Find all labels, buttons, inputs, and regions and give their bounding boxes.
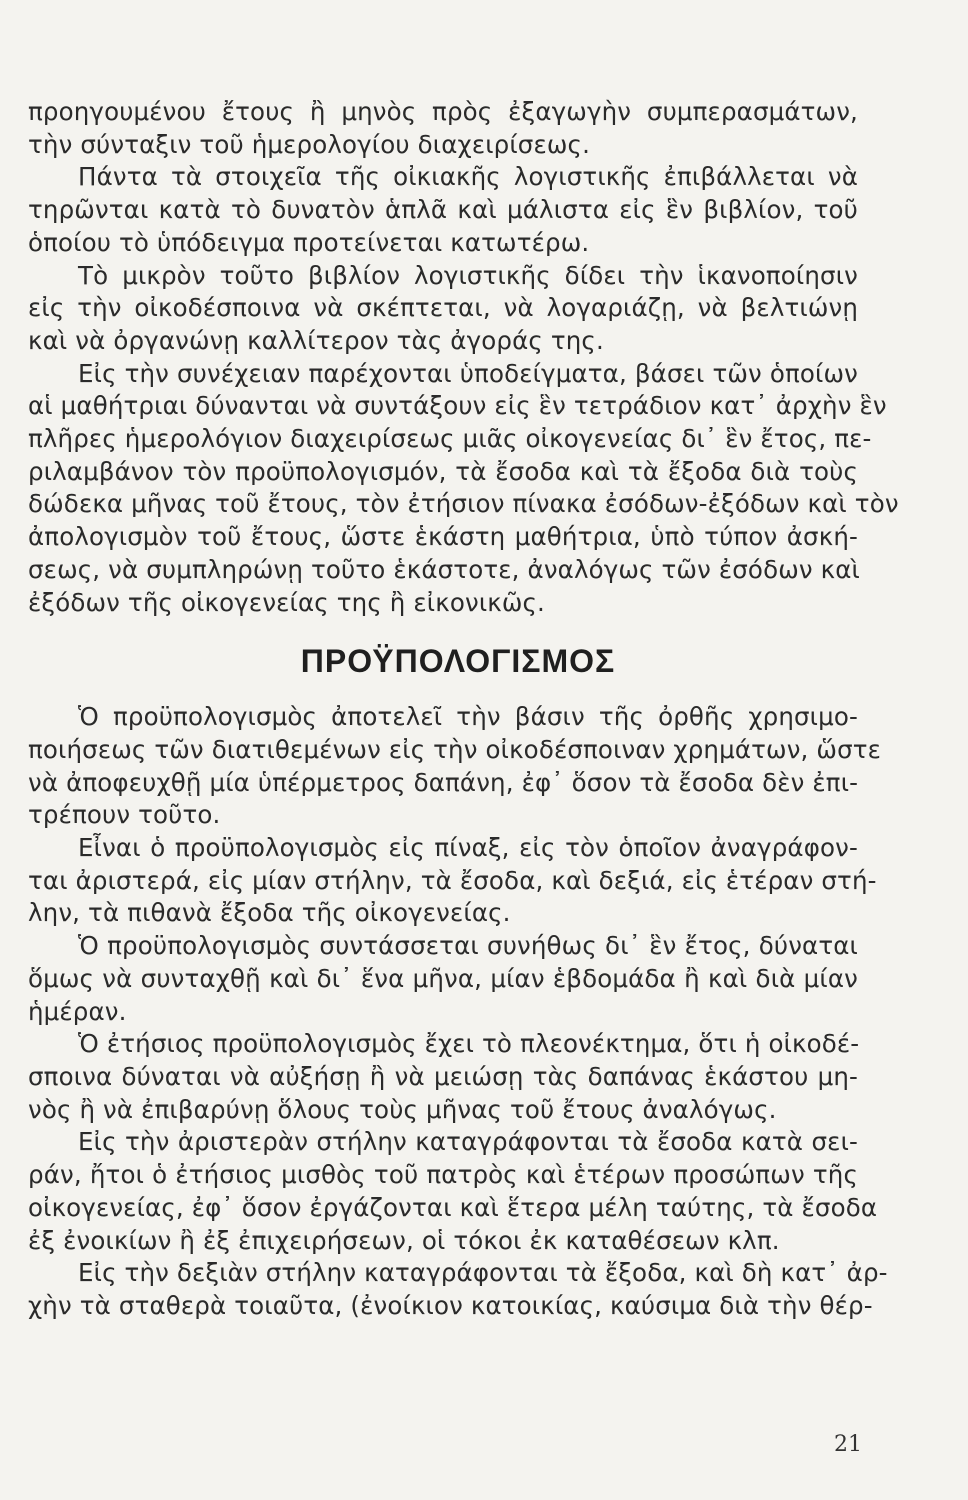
text-line: ὁποίου τὸ ὑπόδειγμα προτείνεται κατωτέρω. <box>28 227 590 257</box>
paragraph-4 <box>28 358 899 620</box>
text-line: Εἰς τὴν συνέχειαν παρέχονται ὑποδείγματα, βάσει τῶν ὁποίων <box>78 358 858 388</box>
text-line: εἰς τὴν οἰκοδέσποινα νὰ σκέπτεται, νὰ λογαριάζῃ, νὰ βελτιώνῃ <box>28 293 858 323</box>
text-line: τὴν σύνταξιν τοῦ ἡμερολογίου διαχειρίσεως. <box>28 129 591 159</box>
text-line: ράν, ἤτοι ὁ ἐτήσιος μισθὸς τοῦ πατρὸς καὶ ἑτέρων προσώπων τῆς <box>28 1160 858 1190</box>
page-number: 21 <box>834 1432 862 1457</box>
text-line: νὰ ἀποφευχθῇ μία ὑπέρμετρος δαπάνη, ἐφ᾽ ὅσον τὰ ἔσοδα δὲν ἐπι- <box>28 767 859 797</box>
text-line: σεως, νὰ συμπληρώνῃ τοῦτο ἑκάστοτε, ἀναλόγως τῶν ἐσόδων καὶ <box>28 554 860 584</box>
text-line: νὸς ἢ νὰ ἐπιβαρύνῃ ὅλους τοὺς μῆνας τοῦ ἔτους ἀναλόγως. <box>28 1094 777 1124</box>
text-line: Ὁ προϋπολογισμὸς συντάσσεται συνήθως δι᾽ ἓν ἔτος, δύναται <box>78 931 858 961</box>
paragraph-5 <box>28 701 882 832</box>
text-line: δώδεκα μῆνας τοῦ ἔτους, τὸν ἐτήσιον πίνακα ἐσόδων-ἐξόδων καὶ τὸν <box>28 489 899 519</box>
text-line: Τὸ μικρὸν τοῦτο βιβλίον λογιστικῆς δίδει τὴν ἱκανοποίησιν <box>78 260 858 290</box>
text-line: ἀπολογισμὸν τοῦ ἔτους, ὥστε ἑκάστη μαθήτρια, ὑπὸ τύπον ἀσκή- <box>28 522 858 552</box>
text-line: Εἰς τὴν δεξιὰν στήλην καταγράφονται τὰ ἔξοδα, καὶ δὴ κατ᾽ ἀρ- <box>78 1258 888 1288</box>
paragraph-8 <box>28 1028 858 1126</box>
paragraph-10 <box>28 1257 888 1322</box>
page-body <box>28 96 899 1323</box>
text-line: Εἰς τὴν ἀριστερὰν στήλην καταγράφονται τὰ ἔσοδα κατὰ σει- <box>78 1127 858 1157</box>
text-line: οἰκογενείας, ἐφ᾽ ὅσον ἐργάζονται καὶ ἕτερα μέλη ταύτης, τὰ ἔσοδα <box>28 1192 878 1222</box>
text-line: ποιήσεως τῶν διατιθεμένων εἰς τὴν οἰκοδέσποιναν χρημάτων, ὥστε <box>28 734 882 764</box>
paragraph-6 <box>28 832 877 930</box>
paragraph-3 <box>28 260 858 358</box>
text-line: αἱ μαθήτριαι δύνανται νὰ συντάξουν εἰς ἓν τετράδιον κατ᾽ ἀρχὴν ἓν <box>28 391 887 421</box>
paragraph-1 <box>28 96 858 161</box>
text-line: Ὁ προϋπολογισμὸς ἀποτελεῖ τὴν βάσιν τῆς ὀρθῆς χρησιμο- <box>78 702 858 732</box>
text-line: πλῆρες ἡμερολόγιον διαχειρίσεως μιᾶς οἰκογενείας δι᾽ ἓν ἔτος, πε- <box>28 424 872 454</box>
text-line: ται ἀριστερά, εἰς μίαν στήλην, τὰ ἔσοδα, καὶ δεξιά, εἰς ἑτέραν στή- <box>28 865 877 895</box>
text-line: ἡμέραν. <box>28 996 127 1026</box>
text-line: λην, τὰ πιθανὰ ἔξοδα τῆς οἰκογενείας. <box>28 898 511 928</box>
text-line: Πάντα τὰ στοιχεῖα τῆς οἰκιακῆς λογιστικῆς ἐπιβάλλεται νὰ <box>78 162 858 192</box>
text-line: ἐξ ἐνοικίων ἢ ἐξ ἐπιχειρήσεων, οἱ τόκοι ἐκ καταθέσεων κλπ. <box>28 1225 780 1255</box>
text-line: ἐξόδων τῆς οἰκογενείας της ἢ εἰκονικῶς. <box>28 587 545 617</box>
text-line: ὅμως νὰ συνταχθῇ καὶ δι᾽ ἕνα μῆνα, μίαν ἑβδομάδα ἢ καὶ διὰ μίαν <box>28 963 858 993</box>
text-line: Εἶναι ὁ προϋπολογισμὸς εἰς πίναξ, εἰς τὸν ὁποῖον ἀναγράφον- <box>78 833 858 863</box>
text-line: ριλαμβάνον τὸν προϋπολογισμόν, τὰ ἔσοδα καὶ τὰ ἔξοδα διὰ τοὺς <box>28 456 858 486</box>
paragraph-9 <box>28 1126 878 1257</box>
text-line: προηγουμένου ἔτους ἢ μηνὸς πρὸς ἐξαγωγὴν συμπερασμάτων, <box>28 97 858 126</box>
section-heading: ΠΡΟΫΠΟΛΟΓΙΣΜΟΣ <box>300 643 616 680</box>
text-line: τηρῶνται κατὰ τὸ δυνατὸν ἁπλᾶ καὶ μάλιστα εἰς ἓν βιβλίον, τοῦ <box>28 195 858 225</box>
text-line: Ὁ ἐτήσιος προϋπολογισμὸς ἔχει τὸ πλεονέκτημα, ὅτι ἡ οἰκοδέ- <box>78 1029 860 1059</box>
text-line: σποινα δύναται νὰ αὐξήσῃ ἢ νὰ μειώσῃ τὰς δαπάνας ἑκάστου μη- <box>28 1061 858 1091</box>
text-line: χὴν τὰ σταθερὰ τοιαῦτα, (ἐνοίκιον κατοικίας, καύσιμα διὰ τὴν θέρ- <box>28 1290 873 1320</box>
text-line: καὶ νὰ ὀργανώνῃ καλλίτερον τὰς ἀγοράς της. <box>28 325 604 355</box>
text-line: τρέπουν τοῦτο. <box>28 800 221 830</box>
paragraph-2 <box>28 161 858 259</box>
paragraph-7 <box>28 930 858 1028</box>
